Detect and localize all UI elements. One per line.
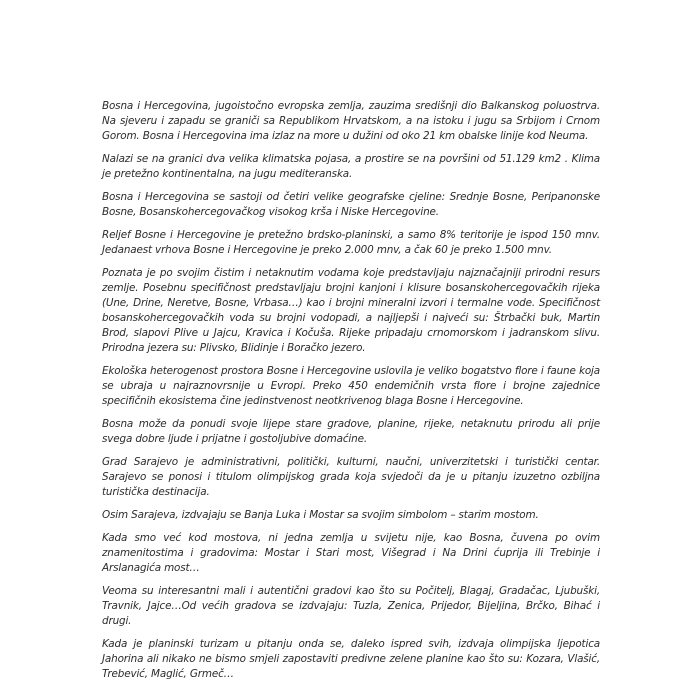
paragraph-offer: Bosna može da ponudi svoje lijepe stare gradove, planine, rijeke, netaknutu prirodu ali prije svega dobre ljude i prijatne i gostoljubive domaćine. bbox=[102, 418, 600, 445]
paragraph-ecology: Ekološka heterogenost prostora Bosne i Hercegovine uslovila je veliko bogatstvo flore i faune koja se ubraja u najraznovrsnije u Evropi. Preko 450 endemičnih vrsta flore i brojne zajednice specifičnih ekosistema čine jedinstvenost neotkrivenog blaga Bosne i Hercegovine. bbox=[102, 365, 600, 407]
paragraph-mountains: Kada je planinski turizam u pitanju onda se, daleko ispred svih, izdvaja olimpijska ljepotica Jahorina ali nikako ne bismo smjeli zapostaviti predivne zelene planine kao što su: Kozara, Vlašić, Trebević, Maglić, Grmeč… bbox=[102, 638, 600, 680]
paragraph-other-cities: Osim Sarajeva, izdvajaju se Banja Luka i Mostar sa svojim simbolom – starim mostom. bbox=[102, 509, 539, 521]
paragraph-bridges: Kada smo već kod mostova, ni jedna zemlja u svijetu nije, kao Bosna, čuvena po ovim znamenitostima i gradovima: Mostar i Stari most, Višegrad i Na Drini ćuprija ili Trebinje i Arslanagića most… bbox=[102, 532, 600, 574]
paragraph-climate: Nalazi se na granici dva velika klimatska pojasa, a prostire se na površini od 51.129 km2 . Klima je pretežno kontinentalna, na jugu mediteranska. bbox=[102, 153, 600, 180]
paragraph-relief: Reljef Bosne i Hercegovine je pretežno brdsko-planinski, a samo 8% teritorije je ispod 150 mnv. Jedanaest vrhova Bosne i Hercegovine je preko 2.000 mnv, a čak 60 je preko 1.500 mnv. bbox=[102, 229, 600, 256]
paragraph-location: Bosna i Hercegovina, jugoistočno evropska zemlja, zauzima središnji dio Balkanskog poluostrva. Na sjeveru i zapadu se graniči sa Republikom Hrvatskom, a na istoku i jugu sa Srbijom i Crnom Gorom. Bosna i Hercegovina ima izlaz na more u dužini od oko 21 km obalske linije kod Neuma. bbox=[102, 100, 600, 142]
paragraph-waters: Poznata je po svojim čistim i netaknutim vodama koje predstavljaju najznačajniji prirodni resurs zemlje. Posebnu specifičnost predstavljaju brojni kanjoni i klisure bosanskohercegovačkih rijeka (Une, Drine, Neretve, Bosne, Vrbasa…) kao i brojni mineralni izvori i termalne vode. Specifičnost bosanskohercegovačkih voda su brojni vodopadi, a najljepši i najveći su: Štrbački buk, Martin Brod, slapovi Plive u Jajcu, Kravica i Kočuša. Rijeke pripadaju crnomorskom i jadranskom slivu. Prirodna jezera su: Plivsko, Blidinje i Boračko jezero. bbox=[102, 267, 600, 354]
paragraph-regions: Bosna i Hercegovina se sastoji od četiri velike geografske cjeline: Srednje Bosne, Peripanonske Bosne, Bosanskohercegovačkog visokog krša i Niske Hercegovine. bbox=[102, 191, 600, 218]
document-body bbox=[102, 99, 600, 682]
paragraph-sarajevo: Grad Sarajevo je administrativni, politički, kulturni, naučni, univerzitetski i turistički centar. Sarajevo se ponosi i titulom olimpijskog grada koja svjedoči da je u pitanju izuzetno ozbiljna turistička destinacija. bbox=[102, 456, 600, 498]
paragraph-small-towns: Veoma su interesantni mali i autentični gradovi kao što su Počitelj, Blagaj, Gradačac, Ljubuški, Travnik, Jajce…Od većih gradova se izdvajaju: Tuzla, Zenica, Prijedor, Bijeljina, Brčko, Bihać i drugi. bbox=[102, 585, 600, 627]
